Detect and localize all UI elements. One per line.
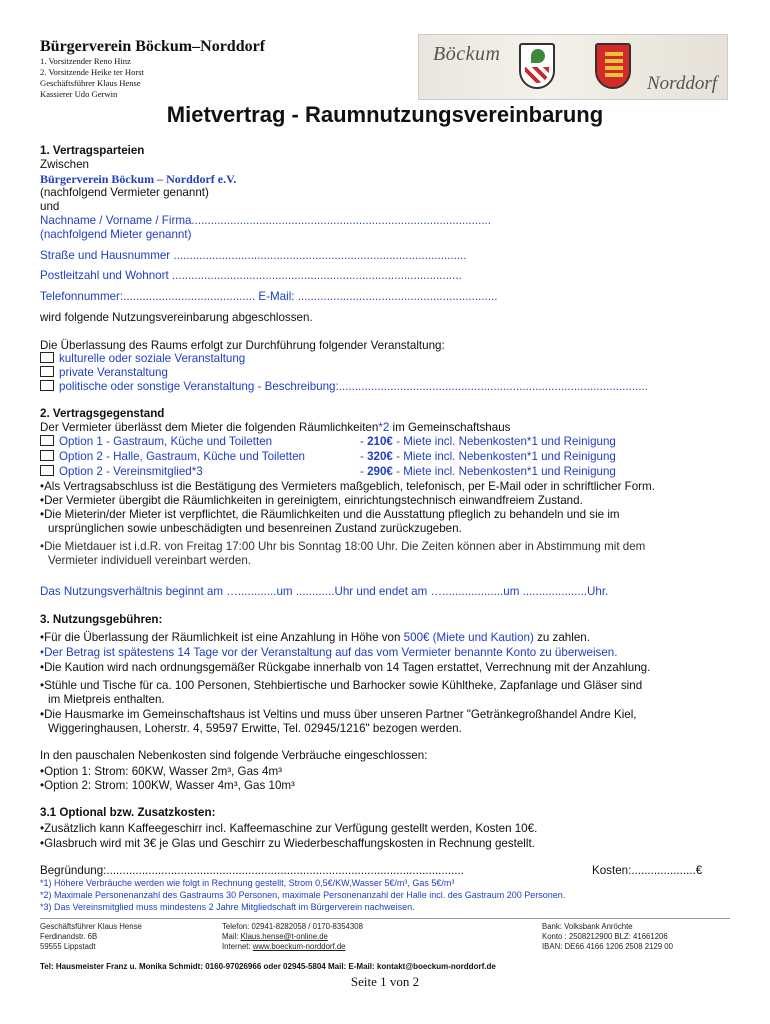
footer-line: Geschäftsführer Klaus Hense xyxy=(40,922,142,931)
footer-line: 59555 Lippstadt xyxy=(40,942,96,951)
text-und: und xyxy=(40,200,60,213)
sec2-bullet: Als Vertragsabschluss ist die Bestätigung des Vermieters maßgeblich, telefonisch, per E-Mail oder in schriftlicher Form. xyxy=(44,480,655,493)
option-price: 320€ xyxy=(367,450,393,463)
fee-bullet: Für die Überlassung der Räumlichkeit ist eine Anzahlung in Höhe von xyxy=(44,631,404,644)
usage-period-field[interactable]: Das Nutzungsverhältnis beginnt am …............um ............Uhr und endet am …...................um ....................Uhr. xyxy=(40,585,609,598)
lessor-note: (nachfolgend Vermieter genannt) xyxy=(40,186,209,199)
option-price-note: - Miete incl. Nebenkosten*1 und Reinigung xyxy=(392,465,616,478)
fee-bullet-cont: im Mietpreis enthalten. xyxy=(48,693,165,706)
document-title: Mietvertrag - Raumnutzungsvereinbarung xyxy=(166,102,604,127)
tenant-note: (nachfolgend Mieter genannt) xyxy=(40,228,192,241)
footnote-3: *3) Das Vereinsmitglied muss mindestens 2 Jahre Mitgliedschaft im Bürgerverein nachweisen. xyxy=(40,902,415,912)
fee-bullet: Die Hausmarke im Gemeinschaftshaus ist Veltins und muss über unseren Partner "Getränkegroßhandel Andre Kiel, xyxy=(44,708,637,721)
sec2-intro-text: Der Vermieter überlässt dem Mieter die folgenden Räumlichkeiten xyxy=(40,421,379,434)
fee-bullet: Die Kaution wird nach ordnungsgemäßer Rückgabe innerhalb von 14 Tagen erstattet, Verrechnung mit der Anzahlung. xyxy=(44,661,651,674)
footnote-1: *1) Höhere Verbräuche werden wie folgt in Rechnung gestellt, Strom 0,5€/KW,Wasser 5€/m³, Gas 5€/m³ xyxy=(40,878,455,888)
sec2-bullet-cont: Vermieter individuell vereinbart werden. xyxy=(48,554,251,567)
zip-city-field[interactable]: Postleitzahl und Wohnort .......................................................................................... xyxy=(40,269,462,282)
cost-field[interactable]: Kosten:....................€ xyxy=(592,864,703,877)
extra-cost-bullet: Glasbruch wird mit 3€ je Glas und Geschirr zu Wiederbeschaffungskosten in Rechnung gestellt. xyxy=(44,837,535,850)
purpose-checkbox[interactable] xyxy=(40,380,54,391)
option-checkbox[interactable] xyxy=(40,450,54,461)
nebenkosten-intro: In den pauschalen Nebenkosten sind folgende Verbräuche eingeschlossen: xyxy=(40,749,428,762)
caretaker-contact: Tel: Hausmeister Franz u. Monika Schmidt: 0160-97026966 oder 02945-5804 Mail: E-Mail: kontakt@boeckum-norddorf.de xyxy=(40,962,496,971)
fee-bullet-end: zu zahlen. xyxy=(533,631,590,644)
concluded-text: wird folgende Nutzungsvereinbarung abgeschlossen. xyxy=(40,311,313,324)
crest-logo xyxy=(418,34,728,100)
purpose-option: private Veranstaltung xyxy=(59,366,168,379)
section-2-heading: 2. Vertragsgegenstand xyxy=(40,407,165,420)
purpose-option: politische oder sonstige Veranstaltung - Beschreibung:................................................................................................ xyxy=(59,380,648,393)
sec2-bullet: Die Mietdauer ist i.d.R. von Freitag 17:00 Uhr bis Sonntag 18:00 Uhr. Die Zeiten können aber in Abstimmung mit dem xyxy=(44,540,646,553)
option-label: Option 1 - Gastraum, Küche und Toiletten xyxy=(59,435,273,448)
fee-bullet: Der Betrag ist spätestens 14 Tage vor der Veranstaltung auf das vom Vermieter benannte Konto zu überweisen. xyxy=(44,646,618,659)
option-checkbox[interactable] xyxy=(40,435,54,446)
option-label: Option 2 - Vereinsmitglied*3 xyxy=(59,465,203,478)
fee-bullet-cont: Wiggeringhausen, Loherstr. 4, 59597 Erwitte, Tel. 02945/1216" bezogen werden. xyxy=(48,722,462,735)
header-line: Kassierer Udo Gerwin xyxy=(40,89,118,99)
option-label: Option 2 - Halle, Gastraum, Küche und Toiletten xyxy=(59,450,305,463)
text-zwischen: Zwischen xyxy=(40,158,89,171)
header-line: Geschäftsführer Klaus Hense xyxy=(40,78,141,88)
deposit-amount: 500€ (Miete und Kaution) xyxy=(403,631,534,644)
option-checkbox[interactable] xyxy=(40,465,54,476)
footnote-ref: *2 xyxy=(378,421,390,434)
footer-address xyxy=(40,922,142,952)
lessor-name: Bürgerverein Böckum – Norddorf e.V. xyxy=(40,172,237,186)
purpose-option: kulturelle oder soziale Veranstaltung xyxy=(59,352,246,365)
option-price-note: - Miete incl. Nebenkosten*1 und Reinigung xyxy=(392,435,616,448)
sec2-bullet: Die Mieterin/der Mieter ist verpflichtet, die Räumlichkeiten und die Ausstattung pfleglich zu behandeln und sie im xyxy=(44,508,620,521)
footer-phone: Telefon: 02941-8282058 / 0170-8354308 xyxy=(222,922,363,931)
header-line: 2. Vorsitzende Heike ter Horst xyxy=(40,67,144,77)
section-1-heading: 1. Vertragsparteien xyxy=(40,144,145,157)
footer-mail-link[interactable]: Klaus.hense@t-online.de xyxy=(240,932,328,941)
purpose-checkbox[interactable] xyxy=(40,366,54,377)
fee-bullet: Stühle und Tische für ca. 100 Personen, Stehbiertische und Barhocker sowie Kühltheke, Zapfanlage und Gläser sind xyxy=(44,679,643,692)
footer-line: IBAN: DE66 4166 1206 2508 2129 00 xyxy=(542,942,673,951)
footer-contact xyxy=(222,922,363,952)
sec2-intro xyxy=(40,421,510,434)
reason-field[interactable]: Begründung:............................................................................................................... xyxy=(40,864,464,877)
footer-mail-label: Mail: xyxy=(222,932,241,941)
purpose-intro: Die Überlassung des Raums erfolgt zur Durchführung folgender Veranstaltung: xyxy=(40,339,445,352)
footer-line: Ferdinandstr. 6B xyxy=(40,932,98,941)
nebenkosten-option: Option 1: Strom: 60KW, Wasser 2m³, Gas 4m³ xyxy=(44,765,283,778)
street-field[interactable]: Straße und Hausnummer ........................................................................................... xyxy=(40,249,467,262)
option-price: 290€ xyxy=(367,465,393,478)
footer-line: Bank: Volksbank Anröchte xyxy=(542,922,633,931)
section-3-heading: 3. Nutzungsgebühren: xyxy=(40,613,163,626)
option-price: 210€ xyxy=(367,435,393,448)
norddorf-shield-icon xyxy=(595,43,631,89)
sec2-bullet-cont: ursprünglichen sowie unbeschädigten und besenreinen Zustand zurückzugeben. xyxy=(48,522,462,535)
option-price-note: - Miete incl. Nebenkosten*1 und Reinigung xyxy=(392,450,616,463)
footer-web-label: Internet: xyxy=(222,942,253,951)
footer-divider xyxy=(40,918,730,919)
footer-web-link[interactable]: www.boeckum-norddorf.de xyxy=(252,942,346,951)
footer-bank xyxy=(542,922,673,952)
crest-word-norddorf: Norddorf xyxy=(646,73,717,94)
tenant-name-field[interactable]: Nachname / Vorname / Firma............................................................................................. xyxy=(40,214,491,227)
purpose-checkbox[interactable] xyxy=(40,352,54,363)
footnote-2: *2) Maximale Personenanzahl des Gastraums 30 Personen, maximale Personenanzahl der Halle incl. des Gastraum 200 Personen. xyxy=(40,890,566,900)
boeckum-shield-icon xyxy=(519,43,555,89)
crest-word-boeckum: Böckum xyxy=(433,43,501,65)
org-name: Bürgerverein Böckum–Norddorf xyxy=(40,38,266,55)
phone-email-field[interactable]: Telefonnummer:......................................... E-Mail: .............................................................. xyxy=(40,290,498,303)
footer-line: Konto : 2508212900 BLZ: 41661206 xyxy=(542,932,668,941)
page-number: Seite 1 von 2 xyxy=(350,974,420,989)
nebenkosten-option: Option 2: Strom: 100KW, Wasser 4m³, Gas 10m³ xyxy=(44,779,295,792)
header-line: 1. Vorsitzender Reno Hinz xyxy=(40,56,131,66)
section-3-1-heading: 3.1 Optional bzw. Zusatzkosten: xyxy=(40,806,216,819)
sec2-bullet: Der Vermieter übergibt die Räumlichkeiten in gereinigtem, einrichtungstechnisch einwandfreiem Zustand. xyxy=(44,494,583,507)
sec2-intro-text-end: im Gemeinschaftshaus xyxy=(389,421,511,434)
extra-cost-bullet: Zusätzlich kann Kaffeegeschirr incl. Kaffeemaschine zur Verfügung gestellt werden, Kosten 10€. xyxy=(44,822,538,835)
